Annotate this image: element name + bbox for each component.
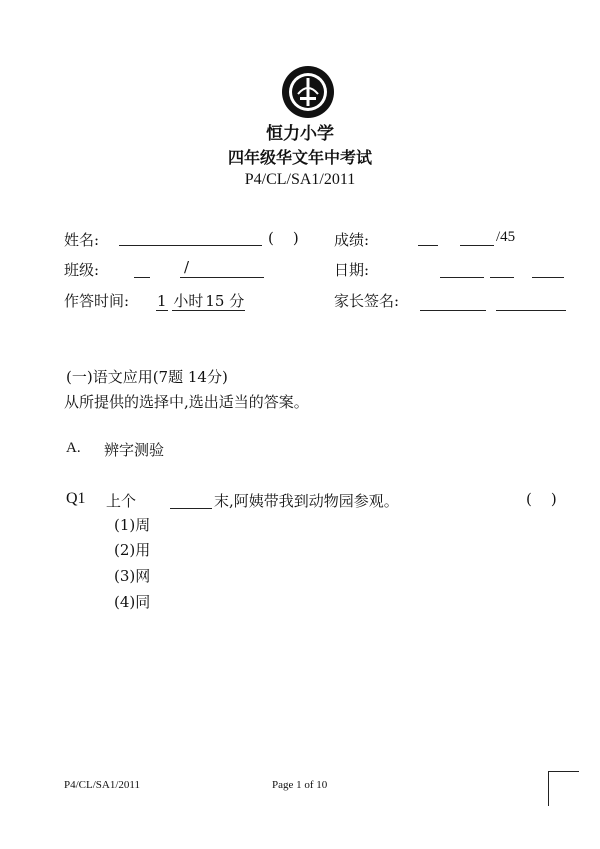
parent-signature-blank-2[interactable] bbox=[496, 310, 566, 311]
section-title: (一)语文应用(7题 14分) bbox=[66, 368, 228, 386]
duration-hours-number: 1 bbox=[157, 292, 167, 310]
duration-hours-unit: 小时 bbox=[173, 292, 204, 310]
score-box bbox=[548, 771, 579, 806]
part-title: 辨字测验 bbox=[104, 441, 165, 459]
paper-code: P4/CL/SA1/2011 bbox=[244, 171, 356, 188]
exam-title: 四年级华文年中考试 bbox=[227, 148, 372, 167]
class-number-paren: ( ) bbox=[268, 229, 299, 247]
parent-signature-label: 家长签名: bbox=[334, 292, 400, 310]
date-blank-1[interactable] bbox=[440, 277, 484, 278]
footer-paper-code: P4/CL/SA1/2011 bbox=[64, 779, 140, 791]
question-text-before: 上个 bbox=[106, 492, 137, 510]
score-label: 成绩: bbox=[334, 231, 370, 249]
question-number: Q1 bbox=[66, 490, 86, 507]
class-blank-2[interactable] bbox=[180, 277, 264, 278]
option-3: (3)网 bbox=[114, 567, 151, 585]
date-blank-2[interactable] bbox=[490, 277, 514, 278]
question-text-after: 末,阿姨带我到动物园参观。 bbox=[214, 492, 399, 510]
parent-signature-blank-1[interactable] bbox=[420, 310, 486, 311]
duration-value bbox=[156, 290, 245, 311]
answer-paren[interactable]: ( ) bbox=[526, 490, 557, 508]
option-4: (4)同 bbox=[114, 593, 151, 611]
class-blank-1[interactable] bbox=[134, 277, 150, 278]
option-2: (2)用 bbox=[114, 541, 151, 559]
name-label: 姓名: bbox=[64, 231, 100, 249]
school-name: 恒力小学 bbox=[266, 124, 334, 144]
score-blank-2[interactable] bbox=[460, 245, 494, 246]
footer-page-number: Page 1 of 10 bbox=[272, 779, 328, 791]
date-blank-3[interactable] bbox=[532, 277, 564, 278]
question-blank[interactable] bbox=[170, 508, 212, 509]
duration-label: 作答时间: bbox=[64, 292, 130, 310]
class-separator: / bbox=[184, 258, 190, 276]
name-blank[interactable] bbox=[119, 245, 262, 246]
score-blank-1[interactable] bbox=[418, 245, 438, 246]
score-total: /45 bbox=[496, 229, 516, 245]
school-logo bbox=[280, 64, 336, 120]
section-instruction: 从所提供的选择中,选出适当的答案。 bbox=[64, 393, 309, 411]
date-label: 日期: bbox=[334, 261, 370, 279]
duration-minutes: 15 分 bbox=[205, 292, 245, 310]
option-1: (1)周 bbox=[114, 516, 151, 534]
part-letter: A. bbox=[66, 440, 81, 456]
class-label: 班级: bbox=[64, 261, 100, 279]
